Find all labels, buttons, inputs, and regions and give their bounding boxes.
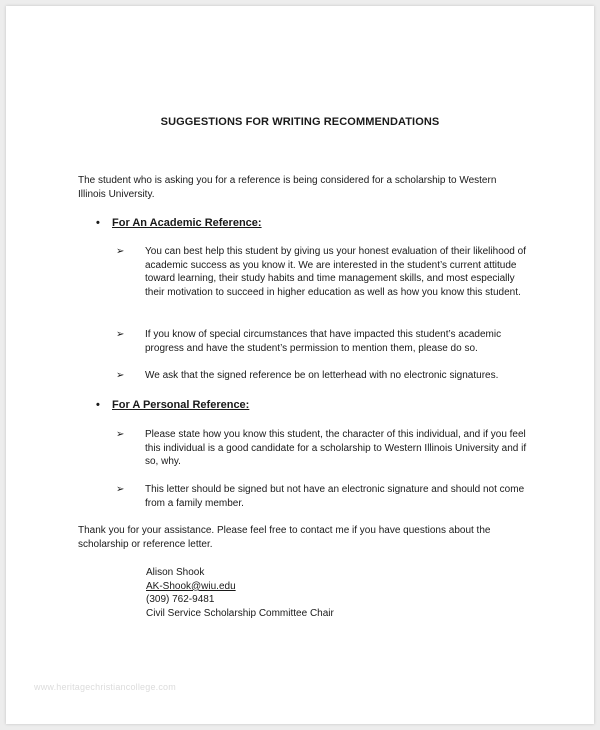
arrow-bullet-icon: ➢: [116, 329, 125, 340]
list-item: [116, 328, 536, 355]
arrow-bullet-icon: ➢: [116, 370, 125, 381]
watermark-text: www.heritagechristiancollege.com: [34, 682, 176, 692]
list-item: [116, 369, 536, 383]
heading-text: For A Personal Reference:: [112, 399, 250, 411]
list-item-text: You can best help this student by giving us your honest evaluation of their likelihood of academic success as you know it. We are interested in the student’s current attitude toward learning, their study habits and time management skills, and most especially their motivation to succeed in higher education as well as how you know this student.: [145, 246, 526, 298]
list-item-text: We ask that the signed reference be on letterhead with no electronic signatures.: [145, 370, 499, 381]
arrow-bullet-icon: ➢: [116, 246, 125, 257]
signature-phone: (309) 762-9481: [146, 594, 215, 606]
arrow-bullet-icon: ➢: [116, 484, 125, 495]
signature-position: Civil Service Scholarship Committee Chair: [146, 607, 334, 619]
signature-block: [146, 566, 334, 620]
arrow-bullet-icon: ➢: [116, 429, 125, 440]
signature-name: Alison Shook: [146, 567, 205, 578]
bullet-icon: •: [96, 217, 100, 229]
list-item: [116, 483, 536, 510]
signature-email-link[interactable]: AK-Shook@wiu.edu: [146, 580, 236, 592]
list-item: [116, 245, 536, 299]
document-title: SUGGESTIONS FOR WRITING RECOMMENDATIONS: [160, 116, 440, 128]
section-heading-academic: [96, 216, 262, 230]
list-item-text: If you know of special circumstances that have impacted this student’s academic progress and have the student’s permission to mention them, please do so.: [145, 329, 502, 354]
closing-paragraph: Thank you for your assistance. Please feel free to contact me if you have questions about the scholarship or reference letter.: [78, 525, 491, 550]
list-item-text: This letter should be signed but not have an electronic signature and should not come from a family member.: [145, 484, 525, 509]
list-item-text: Please state how you know this student, the character of this individual, and if you feel this individual is a good candidate for a scholarship to Western Illinois University and if so, why.: [145, 429, 527, 468]
intro-paragraph: The student who is asking you for a reference is being considered for a scholarship to Western Illinois University.: [78, 175, 497, 200]
heading-text: For An Academic Reference:: [112, 217, 262, 229]
bullet-icon: •: [96, 399, 100, 411]
section-heading-personal: [96, 398, 249, 412]
document-page: [6, 6, 594, 724]
list-item: [116, 428, 536, 469]
